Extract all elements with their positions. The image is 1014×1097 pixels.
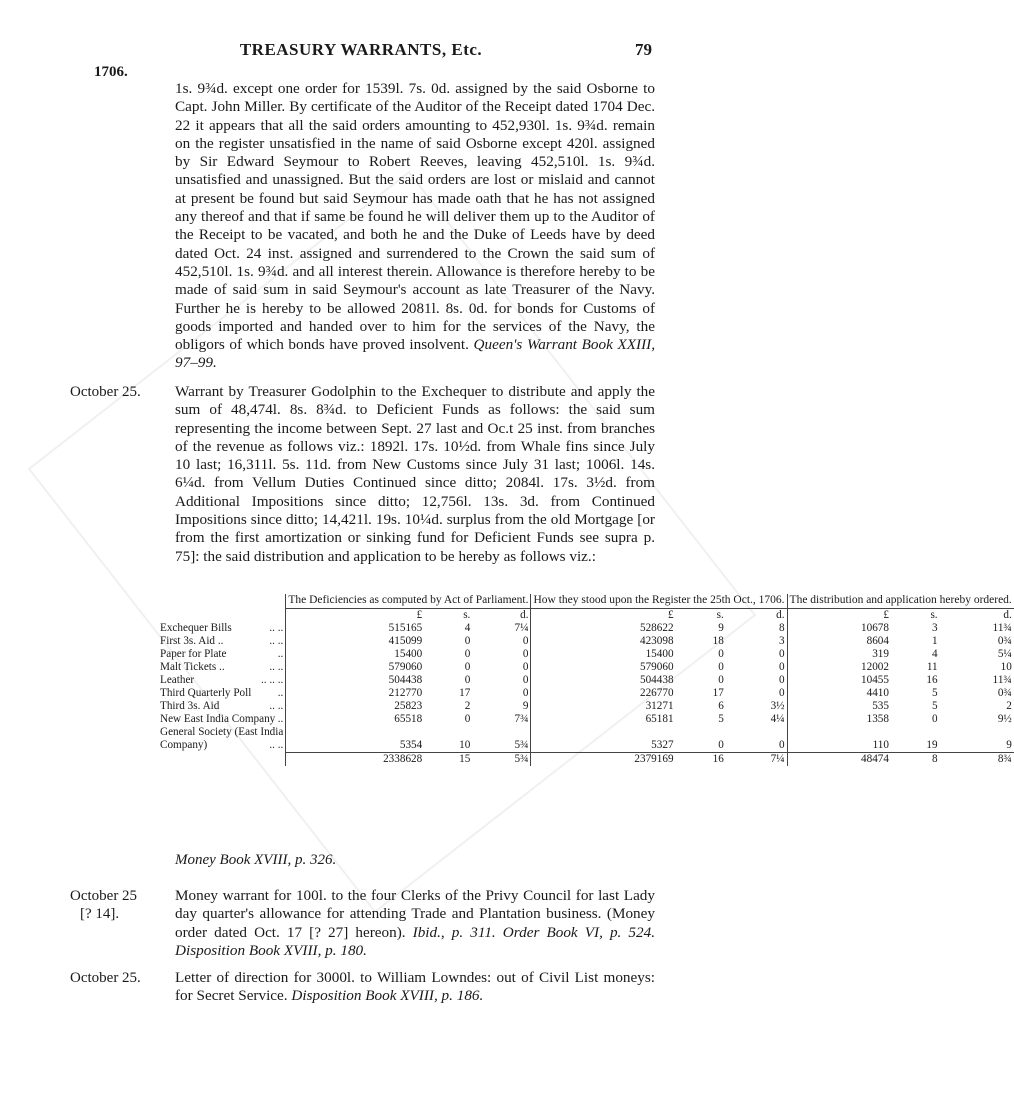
table-cell: 5: [932, 686, 938, 699]
table-row: [158, 687, 1014, 700]
total-cell: 7¼: [726, 752, 787, 766]
margin-date-3a: October 25: [70, 888, 138, 904]
table-cell: 8: [778, 621, 785, 634]
table-source: Money Book XVIII, p. 326.: [175, 852, 337, 868]
table-cell: 11¾: [992, 673, 1012, 686]
col-header-register: How they stood upon the Register the 25th Oct., 1706.: [531, 594, 787, 608]
table-cell: [472, 726, 531, 739]
table-cell: 0: [718, 647, 724, 660]
unit-header: s.: [891, 608, 940, 622]
row-label: [158, 622, 286, 635]
table-cell: [676, 726, 726, 739]
table-cell: 9: [1006, 738, 1012, 751]
unit-header: £: [787, 608, 891, 622]
table-cell: 0: [464, 712, 471, 725]
row-name: Paper for Plate: [160, 647, 227, 660]
row-name: New East India Company: [160, 712, 276, 725]
row-leader-dots: .. ..: [269, 699, 284, 712]
table-cell: 0: [464, 647, 471, 660]
row-leader-dots: ..: [277, 647, 284, 660]
table-cell: 0: [718, 673, 724, 686]
table-cell: 0: [778, 660, 785, 673]
table-cell: 0¾: [997, 686, 1012, 699]
table-row: [158, 648, 1014, 661]
row-leader-dots: .. .. ..: [260, 673, 284, 686]
margin-date-3: [70, 887, 170, 924]
paragraph-1-text: 1s. 9¾d. except one order for 1539l. 7s. 0d. assigned by the said Osborne to Capt. John Miller. By certificate of the Auditor of the Receipt dated 1704 Dec. 22 it appears that all the said orders amounting to 452,930l. 1s. 9¾d. remain on the register unsatisfied in the name of said Osborne except 420l. assigned by Sir Edward Seymour to Robert Reeves, leaving 452,510l. 1s. 9¾d. unsatisfied and unassigned. But the said orders are lost or mislaid and cannot at present be found but said Seymour has made oath that he has not assigned any thereof and that if same be found he will deliver them up to the Auditor of the Receipt to be vacated, and both he and the Duke of Leeds have by deed dated Oct. 24 inst. assigned and surrendered to the Crown the said sum of 452,510l. 1s. 9¾d. and all interest therein. Allowance is therefore hereby to be made of said sum in said Seymour's account as late Treasurer of the Navy. Further he is hereby to be allowed 2081l. 8s. 0d. for bonds for Customs of goods imported and handed over to him for the services of the Navy, the obligors of which bonds have proved insolvent.: [175, 80, 655, 354]
table-cell: [940, 726, 1014, 739]
table-cell: 9½: [997, 712, 1012, 725]
row-name: General Society (East India: [160, 725, 284, 738]
table-cell: [286, 726, 424, 739]
deficient-funds-table: [158, 594, 1014, 766]
table-cell: 5¾: [514, 738, 529, 751]
table-cell: 0: [464, 634, 471, 647]
unit-header: d.: [472, 608, 531, 622]
row-leader-dots: .. ..: [269, 634, 284, 647]
table-cell: 15400: [531, 648, 676, 661]
table-cell: 226770: [531, 687, 676, 700]
table-cell: 3½: [770, 699, 785, 712]
table-cell: 0: [778, 686, 785, 699]
table-cell: 17: [459, 686, 471, 699]
table-cell: 1: [932, 634, 938, 647]
table-cell: 4410: [787, 687, 891, 700]
paragraph-1: [175, 80, 655, 373]
row-leader-dots: .. ..: [269, 621, 284, 634]
table-row: [158, 674, 1014, 687]
table-cell: 7¼: [514, 621, 529, 634]
table-cell: 10678: [787, 622, 891, 635]
total-cell: 5¾: [472, 752, 531, 766]
table-cell: [424, 726, 472, 739]
table-row: [158, 635, 1014, 648]
table-cell: 12002: [787, 661, 891, 674]
table-cell: 5: [718, 712, 724, 725]
table-cell: 110: [787, 739, 891, 753]
table-row: [158, 726, 1014, 739]
unit-header: s.: [424, 608, 472, 622]
table-cell: 11: [926, 660, 938, 673]
paragraph-2: Warrant by Treasurer Godolphin to the Exchequer to distribute and apply the sum of 48,474l. 8s. 8¾d. to Deficient Funds as follows: the said sum representing the income between Sept. 27 last and Oc.t 25 inst. from branches of the revenue as follows viz.: 1892l. 17s. 10½d. from Whale fins since July 10 last; 16,311l. 5s. 11d. from New Customs since July 31 last; 1006l. 14s. 6¼d. from Vellum Duties Continued since ditto; 2084l. 17s. 3½d. from Additional Impositions since ditto; 12,756l. 13s. 3d. from Continued Impositions since ditto; 14,421l. 19s. 10¼d. surplus from the old Mortgage [or from the first amortization or sinking fund for Deficient Funds see supra p. 75]: the said distribution and application to be hereby as follows viz.:: [175, 383, 655, 565]
unit-header: d.: [726, 608, 787, 622]
paragraph-3-text: Money warrant for 100l. to the four Clerks of the Privy Council for last Lady day quarter's allowance for attending Trade and Plantation business. (Money order dated Oct. 17 [? 27] hereon).: [175, 887, 655, 941]
unit-header: d.: [940, 608, 1014, 622]
table-cell: 3: [778, 634, 785, 647]
row-name: Leather: [160, 673, 195, 686]
table-cell: 0: [778, 738, 785, 751]
table-cell: 0: [464, 660, 471, 673]
paragraph-1-source: Queen's Warrant Book XXIII, 97–99.: [175, 336, 655, 372]
table-cell: 10: [459, 738, 471, 751]
table-cell: 1358: [787, 713, 891, 726]
table-cell: 415099: [286, 635, 424, 648]
table-cell: 423098: [531, 635, 676, 648]
table-cell: 18: [712, 634, 724, 647]
margin-year: 1706.: [94, 64, 128, 80]
row-leader-dots: .. ..: [269, 660, 284, 673]
table-cell: 4: [464, 621, 471, 634]
table-row: [158, 700, 1014, 713]
unit-header: £: [531, 608, 676, 622]
total-cell: 2379169: [531, 752, 676, 766]
table-cell: 2: [1006, 699, 1012, 712]
table-cell: 528622: [531, 622, 676, 635]
table-cell: [531, 726, 676, 739]
paragraph-4-text: Letter of direction for 3000l. to William Lowndes: out of Civil List moneys: for Secret Service.: [175, 969, 655, 1005]
row-name: Malt Tickets ..: [160, 660, 225, 673]
table-cell: 515165: [286, 622, 424, 635]
table-cell: 535: [787, 700, 891, 713]
table-cell: 504438: [286, 674, 424, 687]
table-cell: 0¾: [997, 634, 1012, 647]
col-header-deficiencies: The Deficiencies as computed by Act of Parliament.: [286, 594, 531, 608]
row-name: First 3s. Aid ..: [160, 634, 224, 647]
table-cell: 2: [464, 699, 471, 712]
table-cell: 319: [787, 648, 891, 661]
table-cell: 6: [718, 699, 724, 712]
table-cell: 11¾: [992, 621, 1012, 634]
table-row: [158, 739, 1014, 753]
running-title: TREASURY WARRANTS, Etc.: [239, 40, 483, 59]
table-cell: 17: [712, 686, 724, 699]
total-cell: 8: [891, 752, 940, 766]
row-name: Third Quarterly Poll: [160, 686, 252, 699]
table-cell: 19: [926, 738, 938, 751]
total-cell: 8¾: [940, 752, 1014, 766]
paragraph-4: [175, 969, 655, 1006]
table-cell: 10455: [787, 674, 891, 687]
table-cell: 15400: [286, 648, 424, 661]
unit-header: s.: [676, 608, 726, 622]
page-number: 79: [635, 40, 652, 59]
row-name: Company): [160, 738, 208, 751]
row-name: Third 3s. Aid: [160, 699, 220, 712]
row-label: [158, 635, 286, 648]
margin-date-2: October 25.: [70, 384, 141, 400]
margin-date-4: October 25.: [70, 970, 141, 986]
table-cell: 0: [522, 686, 529, 699]
total-cell: 2338628: [286, 752, 424, 766]
table-row: [158, 622, 1014, 635]
row-label: [158, 700, 286, 713]
table-cell: [726, 726, 787, 739]
table-cell: 0: [522, 647, 529, 660]
table-cell: [891, 726, 940, 739]
row-label: [158, 661, 286, 674]
table-cell: 9: [718, 621, 724, 634]
table-row: [158, 713, 1014, 726]
row-label: [158, 687, 286, 700]
table-cell: 579060: [531, 661, 676, 674]
row-label: [158, 726, 286, 739]
table-cell: 5327: [531, 739, 676, 753]
paragraph-3-source: Ibid., p. 311. Order Book VI, p. 524. Disposition Book XVIII, p. 180.: [175, 923, 655, 959]
table-cell: 0: [522, 673, 529, 686]
table-cell: 212770: [286, 687, 424, 700]
table-cell: 65181: [531, 713, 676, 726]
row-leader-dots: ..: [277, 686, 284, 699]
table-cell: 5: [932, 699, 938, 712]
paragraph-4-source: Disposition Book XVIII, p. 186.: [291, 987, 484, 1005]
total-cell: 48474: [787, 752, 891, 766]
table-cell: 9: [522, 699, 529, 712]
table-cell: 0: [778, 673, 785, 686]
table-cell: [787, 726, 891, 739]
margin-date-3b: [? 14].: [80, 906, 120, 923]
unit-header: £: [286, 608, 424, 622]
row-leader-dots: ..: [277, 712, 284, 725]
table-cell: 7¾: [514, 712, 529, 725]
table-cell: 5354: [286, 739, 424, 753]
table-cell: 504438: [531, 674, 676, 687]
table-cell: 0: [522, 634, 529, 647]
table-cell: 16: [926, 673, 938, 686]
total-cell: 15: [424, 752, 472, 766]
table-cell: 0: [932, 712, 938, 725]
table-cell: 0: [522, 660, 529, 673]
table-cell: 0: [464, 673, 471, 686]
row-label: [158, 713, 286, 726]
table-cell: 5¼: [997, 647, 1012, 660]
table-cell: 31271: [531, 700, 676, 713]
table-cell: 0: [778, 647, 785, 660]
row-name: Exchequer Bills: [160, 621, 232, 634]
table-cell: 8604: [787, 635, 891, 648]
table-cell: 579060: [286, 661, 424, 674]
paragraph-3: [175, 887, 655, 960]
table-cell: 0: [718, 738, 724, 751]
total-cell: 16: [676, 752, 726, 766]
col-header-distribution: The distribution and application hereby ordered.: [787, 594, 1014, 608]
row-label: [158, 739, 286, 753]
table-cell: 4: [932, 647, 938, 660]
row-leader-dots: .. ..: [269, 738, 284, 751]
table-cell: 0: [718, 660, 724, 673]
table-body: [158, 622, 1014, 753]
table-cell: 4¼: [770, 712, 785, 725]
table-cell: 3: [932, 621, 938, 634]
table-row: [158, 661, 1014, 674]
row-label: [158, 648, 286, 661]
table-cell: 10: [1000, 660, 1012, 673]
table-cell: 65518: [286, 713, 424, 726]
table-cell: 25823: [286, 700, 424, 713]
row-label: [158, 674, 286, 687]
